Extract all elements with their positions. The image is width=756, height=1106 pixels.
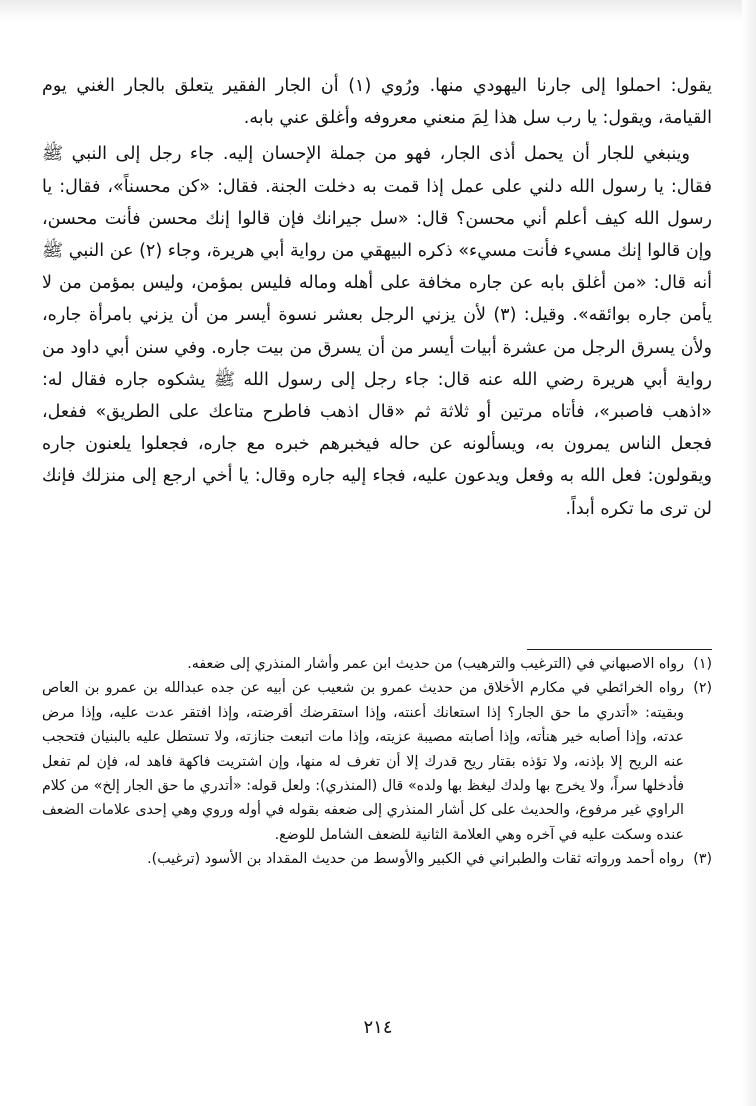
- footnotes: [42, 652, 712, 872]
- page-number: ٢١٤: [363, 1017, 393, 1038]
- paragraph: وينبغي للجار أن يحمل أذى الجار، فهو من جملة الإحسان إليه. جاء رجل إلى النبي ﷺ فقال: يا رسول الله دلني على عمل إذا قمت به دخلت الجنة. فقال: «كن محسناً»، فقال: يا رسول الله كيف أعلم أني محسن؟ قال: «سل جيرانك فإن قالوا إنك محسن فأنت محسن، وإن قالوا إنك مسيء فأنت مسيء» ذكره البيهقي من رواية أبي هريرة، وجاء (٢) عن النبي ﷺ أنه قال: «من أغلق بابه عن جاره مخافة على أهله وماله فليس بمؤمن، وليس بمؤمن من لا يأمن جاره بوائقه». وقيل: (٣) لأن يزني الرجل بعشر نسوة أيسر من أن يزني بامرأة جاره، ولأن يسرق الرجل من عشرة أبيات أيسر من أن يسرق من بيت جاره. وفي سنن أبي داود من رواية أبي هريرة رضي الله عنه قال: جاء رجل إلى رسول الله ﷺ يشكوه جاره فقال له: «اذهب فاصبر»، فأتاه مرتين أو ثلاثة ثم «قال اذهب فاطرح متاعك على الطريق» ففعل، فجعل الناس يمرون به، ويسألونه عن حاله فيخبرهم خبره مع جاره، فجعلوا يلعنون جاره ويقولون: فعل الله به وفعل ويدعون عليه، فجاء إليه جاره وقال: يا أخي ارجع إلى منزلك فإنك لن ترى ما تكره أبداً.: [42, 144, 712, 519]
- footnote: [42, 847, 712, 871]
- footnote-number: (٢): [693, 680, 712, 697]
- main-text: [42, 70, 712, 525]
- footnote-text: رواه الخرائطي في مكارم الأخلاق من حديث عمرو بن شعيب عن أبيه عن جده عبدالله بن عمرو بن العاص وبقيته: «أتدري ما حق الجار؟ إذا استعانك أعنته، وإذا استقرضك أقرضته، وإذا افتقر عدت عليه، وإذا مرض عدته، وإذا أصابه خير هنأته، وإذا أصابته مصيبة عزيته، وإذا مات اتبعت جنازته، ولا تستطل عليه بالبنيان فتحجب عنه الريح إلا بإذنه، ولا تؤذه بقتار ريح قدرك إلا أن تغرف له منها، وإن اشتريت فاكهة فاهد له، فإن لم تفعل فأدخلها سراً، ولا يخرج بها ولدك ليغظ بها ولده» قال (المنذري): ولعل قوله: «أتدري ما حق الجار إلخ» من كلام الراوي غير مرفوع، والحديث على كل أشار المنذري إلى ضعفه بقوله في أوله وروي وهي إحدى علامات الضعف عنده وسكت عليه في آخره وهي العلامة الثانية للضعف الشامل للوضع.: [42, 680, 684, 843]
- footnote: [42, 652, 712, 676]
- scan-edge-top: [0, 0, 756, 22]
- footnote-number: (٣): [693, 851, 712, 868]
- scan-edge-right: [742, 0, 756, 1106]
- footnote-separator: [527, 649, 712, 650]
- footnote-number: (١): [693, 656, 712, 672]
- paragraph: يقول: احملوا إلى جارنا اليهودي منها. ورُوي (١) أن الجار الفقير يتعلق بالجار الغني يوم القيامة، ويقول: يا رب سل هذا لِمَ منعني معروفه وأغلق عني بابه.: [42, 76, 712, 129]
- footnote-text: رواه أحمد ورواته ثقات والطبراني في الكبير والأوسط من حديث المقداد بن الأسود (ترغيب).: [147, 851, 684, 868]
- footnote: [42, 676, 712, 847]
- footnote-text: رواه الاصبهاني في (الترغيب والترهيب) من حديث ابن عمر وأشار المنذري إلى ضعفه.: [187, 656, 684, 672]
